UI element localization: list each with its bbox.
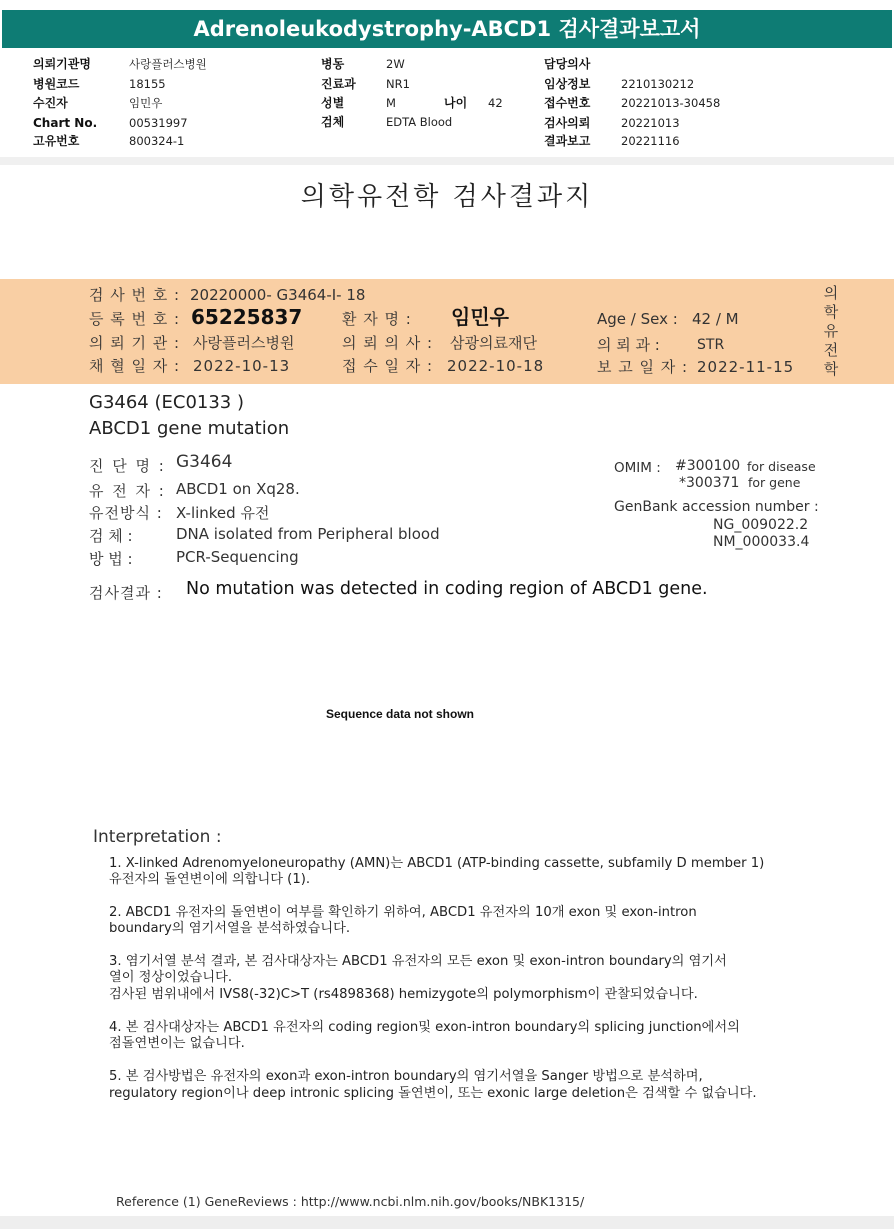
header-value-request-date: 20221013 [621, 116, 680, 130]
genbank-label: GenBank accession number : [614, 499, 819, 515]
test-code: G3464 (EC0133 ) [89, 392, 244, 413]
patient-name-value: 임민우 [451, 305, 509, 329]
header-label-chart-no: Chart No. [33, 116, 98, 130]
method-value: PCR-Sequencing [176, 548, 299, 566]
gene-label: 유 전 자 : [89, 482, 166, 500]
page-bottom-edge [0, 1216, 894, 1229]
interpretation-line: 1. X-linked Adrenomyeloneuropathy (AMN)는 ABCD1 (ATP-binding cassette, subfamily D member 1) [109, 856, 765, 871]
age-sex-label: Age / Sex : [597, 310, 678, 328]
collect-date-value: 2022-10-13 [193, 357, 291, 375]
reg-no-value: 65225837 [191, 305, 303, 329]
specimen-value: DNA isolated from Peripheral blood [176, 525, 440, 543]
genbank-nm: NM_000033.4 [713, 534, 810, 550]
document-title: 의학유전학 검사결과지 [300, 182, 594, 212]
omim-gene-note: for gene [748, 475, 801, 490]
method-label: 방 법 : [89, 550, 133, 568]
interpretation-title: Interpretation : [93, 827, 222, 847]
interpretation-line: 3. 염기서열 분석 결과, 본 검사대상자는 ABCD1 유전자의 모든 exon 및 exon-intron boundary의 염기서 [109, 954, 727, 969]
header-value-receipt-no: 20221013-30458 [621, 96, 721, 110]
header-value-sex: M [386, 96, 396, 110]
interpretation-line: 열이 정상이었습니다. [109, 970, 233, 985]
interpretation-line: regulatory region이나 deep intronic splicing 돌연변이, 또는 exonic large deletion은 검색할 수 없습니다. [109, 1086, 757, 1101]
inheritance-label: 유전방식 : [89, 504, 163, 522]
report-date-label: 보 고 일 자 : [597, 358, 689, 376]
interpretation-line: 검사된 범위내에서 IVS8(-32)C>T (rs4898368) hemizygote의 polymorphism이 관찰되었습니다. [109, 987, 698, 1002]
omim-gene-id: *300371 [679, 475, 740, 491]
diagnosis-label: 진 단 명 : [89, 457, 166, 475]
omim-disease-note: for disease [747, 459, 816, 474]
header-label-ward: 병동 [321, 57, 345, 71]
interpretation-line: 점돌연변이는 없습니다. [109, 1036, 245, 1051]
header-value-report-date: 20221116 [621, 134, 680, 148]
exam-no-label: 검 사 번 호 : [89, 286, 181, 304]
interpretation-line: 5. 본 검사방법은 유전자의 exon과 exon-intron boundary의 염기서열을 Sanger 방법으로 분석하며, [109, 1069, 703, 1084]
header-value-chart-no: 00531997 [129, 116, 188, 130]
specimen-label: 검 체 : [89, 527, 133, 545]
institution-label: 의 뢰 기 관 : [89, 334, 181, 352]
header-label-hospital-code: 병원코드 [33, 77, 80, 91]
result-label: 검사결과 : [89, 584, 163, 602]
header-value-age: 42 [488, 96, 503, 110]
header-label-age: 나이 [444, 96, 468, 110]
reference-text: Reference (1) GeneReviews : http://www.ncbi.nlm.nih.gov/books/NBK1315/ [116, 1194, 585, 1209]
genbank-ng: NG_009022.2 [713, 517, 809, 533]
age-sex-value: 42 / M [692, 310, 739, 328]
header-value-unique-no: 800324-1 [129, 134, 185, 148]
institution-value: 사랑플러스병원 [193, 334, 295, 352]
diagnosis-value: G3464 [176, 452, 233, 472]
header-label-unique-no: 고유번호 [33, 134, 80, 148]
physician-label: 의 뢰 의 사 : [342, 334, 434, 352]
header-label-department: 진료과 [321, 77, 356, 91]
physician-value: 삼광의료재단 [450, 334, 537, 352]
dept-label: 의 뢰 과 : [597, 336, 660, 354]
band-vertical-text: 의학유전학 [823, 284, 839, 378]
collect-date-label: 채 혈 일 자 : [89, 357, 181, 375]
header-value-specimen: EDTA Blood [386, 115, 453, 129]
receipt-date-value: 2022-10-18 [447, 357, 545, 375]
header-label-sex: 성별 [321, 96, 345, 110]
header-label-patient: 수진자 [33, 96, 68, 110]
report-title-bar: Adrenoleukodystrophy-ABCD1 검사결과보고서 [2, 10, 892, 48]
header-value-patient: 임민우 [129, 96, 163, 110]
interpretation-line: boundary의 염기서열을 분석하였습니다. [109, 921, 351, 936]
reg-no-label: 등 록 번 호 : [89, 310, 181, 328]
interpretation-line: 4. 본 검사대상자는 ABCD1 유전자의 coding region및 exon-intron boundary의 splicing junction에서의 [109, 1020, 740, 1035]
patient-name-label: 환 자 명 : [342, 310, 412, 328]
header-value-hospital-code: 18155 [129, 77, 166, 91]
header-value-clinical-info: 2210130212 [621, 77, 695, 91]
report-date-value: 2022-11-15 [697, 358, 795, 376]
exam-no-value: 20220000- G3464-I- 18 [190, 286, 366, 304]
header-label-receipt-no: 접수번호 [544, 96, 591, 110]
interpretation-line: 유전자의 돌연변이에 의합니다 (1). [109, 872, 311, 887]
header-label-clinical-info: 임상정보 [544, 77, 591, 91]
header-value-ward: 2W [386, 57, 405, 71]
header-separator [0, 157, 894, 165]
inheritance-value: X-linked 유전 [176, 504, 270, 522]
interpretation-line: 2. ABCD1 유전자의 돌연변이 여부를 확인하기 위하여, ABCD1 유전자의 10개 exon 및 exon-intron [109, 905, 697, 920]
omim-disease-id: #300100 [675, 458, 741, 474]
header-label-specimen: 검체 [321, 115, 345, 129]
header-label-request-date: 검사의뢰 [544, 116, 591, 130]
gene-value: ABCD1 on Xq28. [176, 480, 300, 498]
header-label-doctor: 담당의사 [544, 57, 591, 71]
result-value: No mutation was detected in coding region of ABCD1 gene. [186, 579, 708, 599]
sequence-note: Sequence data not shown [325, 707, 475, 721]
header-label-institution: 의뢰기관명 [33, 57, 91, 71]
header-label-report-date: 결과보고 [544, 134, 591, 148]
header-value-institution: 사랑플러스병원 [129, 57, 207, 71]
dept-value: STR [697, 337, 725, 353]
receipt-date-label: 접 수 일 자 : [342, 357, 434, 375]
test-name: ABCD1 gene mutation [89, 418, 290, 439]
header-value-department: NR1 [386, 77, 410, 91]
omim-label: OMIM : [614, 460, 661, 476]
